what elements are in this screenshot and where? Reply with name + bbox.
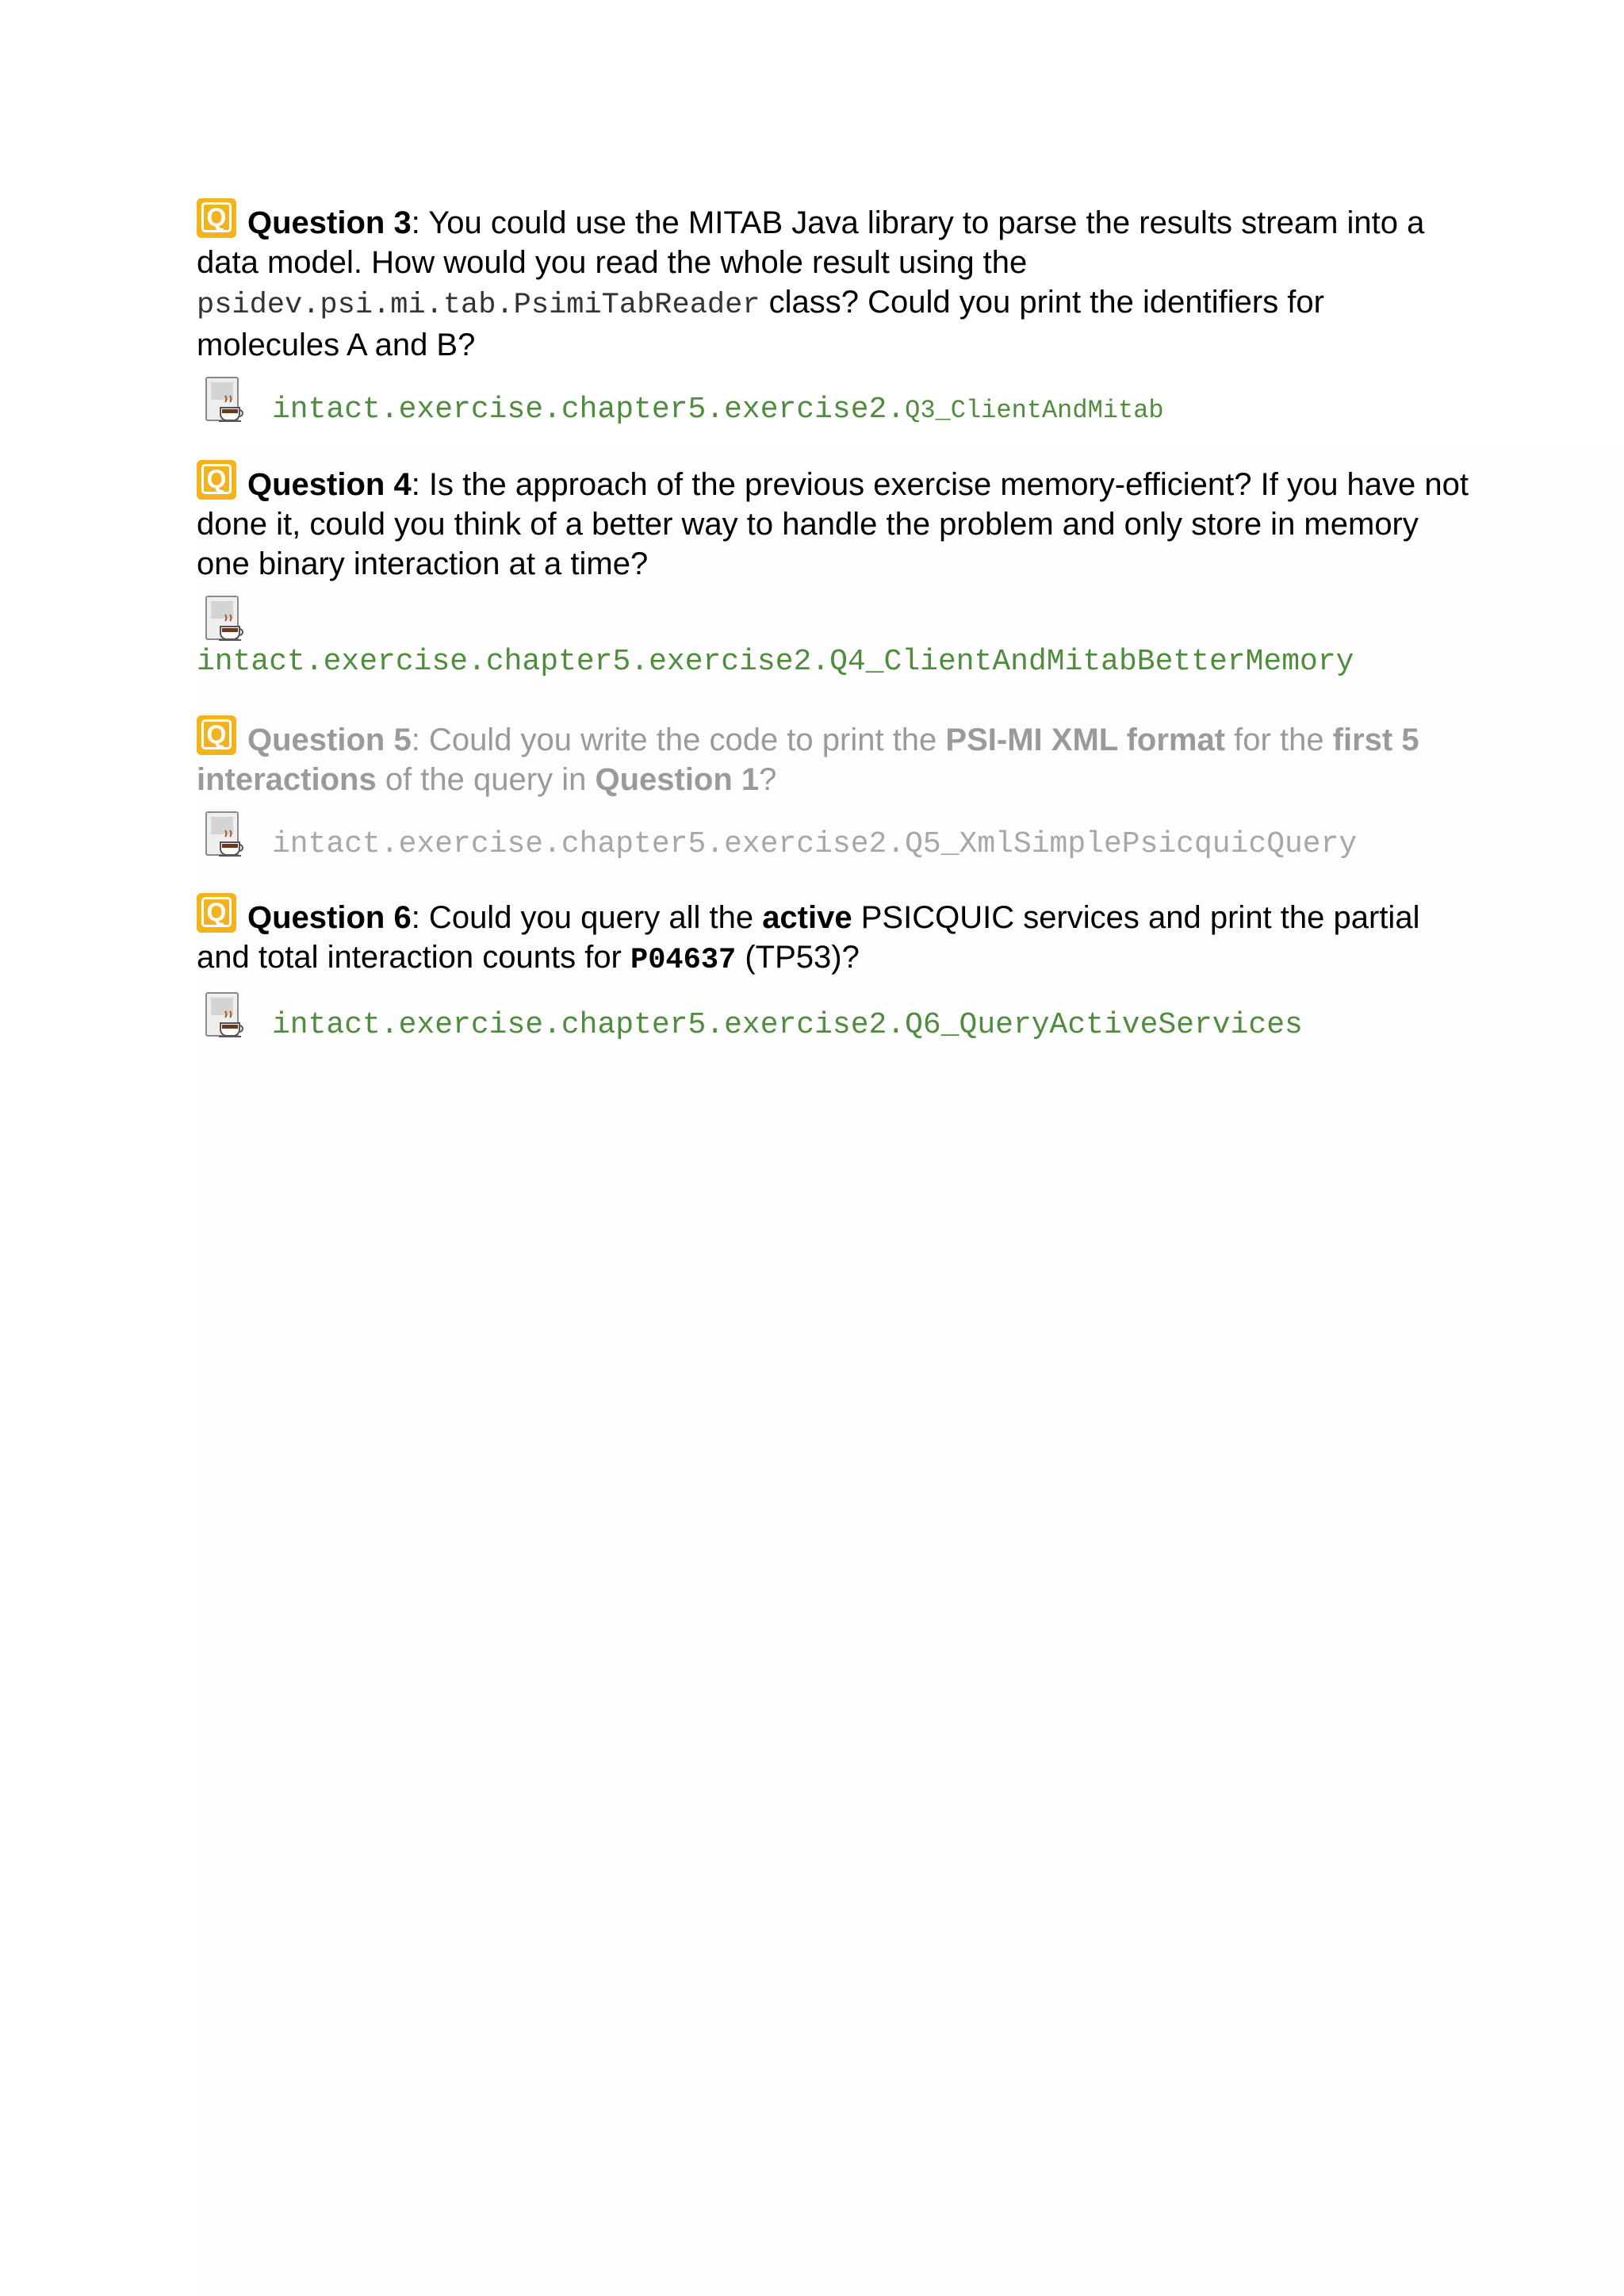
question-6 [197,893,1473,1044]
question-3 [197,198,1473,428]
question-3-text-part: class? Could you print the identifiers for molecules A and B? [197,285,1324,362]
question-6-text-part: PSICQUIC services and print the partial and total interaction counts for [197,900,1420,975]
code-reference-q6[interactable] [197,991,1473,1044]
code-reference-link[interactable]: intact.exercise.chapter5.exercise2.Q4_ClientAndMitabBetterMemory [197,645,1354,679]
code-reference-q4[interactable] [197,595,1473,680]
java-source-file-icon [203,376,249,425]
question-6-text-part: (TP53)? [736,940,860,975]
question-5-emphasis: first 5 interactions [197,723,1419,797]
question-5-text-part: : Could you write the code to print the [411,723,946,757]
question-5-text-part: for the [1225,723,1333,757]
question-5-text [197,715,1473,799]
question-5-text-part: of the query in [376,762,596,797]
question-3-label: Question 3 [247,205,412,240]
exercise-questions [197,198,1473,1044]
question-6-text-part: : Could you query all the [411,900,763,935]
code-reference-class: Q3_ClientAndMitab [905,396,1164,425]
question-4-text [197,460,1473,584]
java-source-file-icon [203,595,249,644]
question-4 [197,460,1473,680]
java-source-file-icon [203,811,249,860]
java-source-file-icon [203,991,249,1041]
question-5-label: Question 5 [247,723,412,757]
question-5-emphasis: PSI-MI XML format [945,723,1226,757]
question-5-text-part: ? [759,762,777,797]
question-badge-icon: Q [197,893,236,933]
question-5-emphasis: Question 1 [595,762,760,797]
class-name-code: psidev.psi.mi.tab.PsimiTabReader [197,289,760,322]
code-reference-q5[interactable] [197,811,1473,863]
question-6-text [197,893,1473,980]
code-reference-link[interactable]: intact.exercise.chapter5.exercise2.Q6_QueryActiveServices [272,1008,1303,1042]
question-4-label: Question 4 [247,467,412,502]
question-6-emphasis: active [762,900,852,935]
question-3-text [197,198,1473,365]
code-reference-q3[interactable] [197,376,1473,428]
question-badge-icon: Q [197,715,236,755]
code-reference-link[interactable] [272,392,1164,429]
question-3-text-part: : You could use the MITAB Java library to parse the results stream into a data model. How would you read the whole result using the [197,205,1425,280]
question-badge-icon: Q [197,198,236,238]
question-4-body: : Is the approach of the previous exercise memory-efficient? If you have not done it, could you think of a better way to handle the problem and only store in memory one binary interaction at a time? [197,467,1469,581]
question-badge-icon: Q [197,460,236,500]
question-6-label: Question 6 [247,900,412,935]
code-reference-package: intact.exercise.chapter5.exercise2. [272,393,906,427]
protein-accession-code: P04637 [630,944,737,977]
question-5 [197,715,1473,863]
code-reference-link[interactable]: intact.exercise.chapter5.exercise2.Q5_XmlSimplePsicquicQuery [272,827,1358,861]
